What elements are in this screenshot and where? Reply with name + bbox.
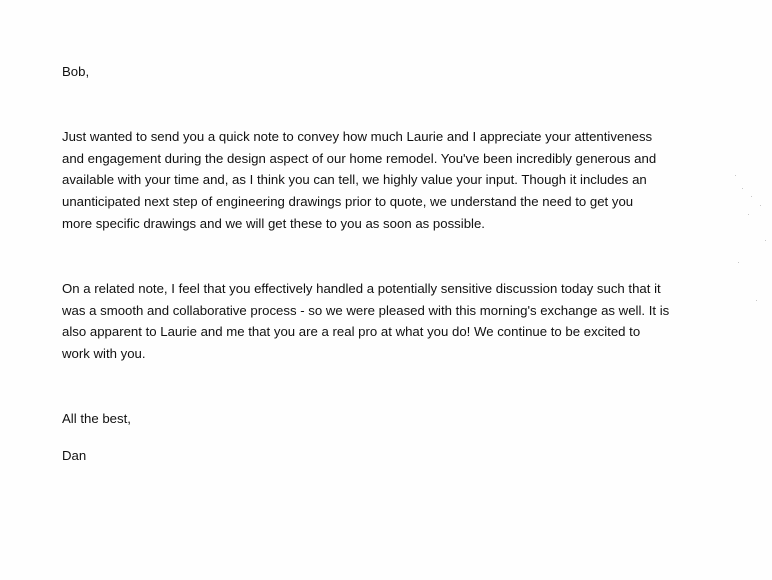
- paragraph-line: work with you.: [62, 346, 146, 362]
- paragraph-line: also apparent to Laurie and me that you are a real pro at what you do! We continue to be excited to: [62, 324, 641, 340]
- paragraph-line: was a smooth and collaborative process - so we were pleased with this morning's exchange as well. It is: [62, 302, 670, 318]
- paragraph-line: more specific drawings and we will get these to you as soon as possible.: [62, 215, 485, 231]
- salutation: Bob,: [62, 64, 90, 79]
- scan-speckle: [765, 240, 766, 241]
- scan-speckle: [742, 188, 743, 189]
- closing: All the best,: [62, 410, 131, 426]
- scan-speckle: [756, 300, 757, 301]
- paragraph-line: and engagement during the design aspect of our home remodel. You've been incredibly generous and: [62, 150, 657, 166]
- scan-speckle: [738, 262, 739, 263]
- paragraph-line: Just wanted to send you a quick note to convey how much Laurie and I appreciate your attentiveness: [62, 128, 653, 144]
- paragraph-related-note: [62, 278, 702, 365]
- paragraph-appreciation: [62, 126, 702, 235]
- signature: Dan: [62, 447, 87, 463]
- scan-speckle: [751, 196, 752, 197]
- paragraph-line: On a related note, I feel that you effectively handled a potentially sensitive discussion today such that it: [62, 280, 661, 296]
- scan-speckle: [735, 175, 736, 176]
- scan-speckle: [748, 214, 749, 215]
- scan-speckle: [760, 205, 761, 206]
- paragraph-line: available with your time and, as I think you can tell, we highly value your input. Though it includes an: [62, 172, 647, 188]
- paragraph-line: unanticipated next step of engineering drawings prior to quote, we understand the need to get you: [62, 194, 634, 210]
- letter-body: [62, 61, 702, 480]
